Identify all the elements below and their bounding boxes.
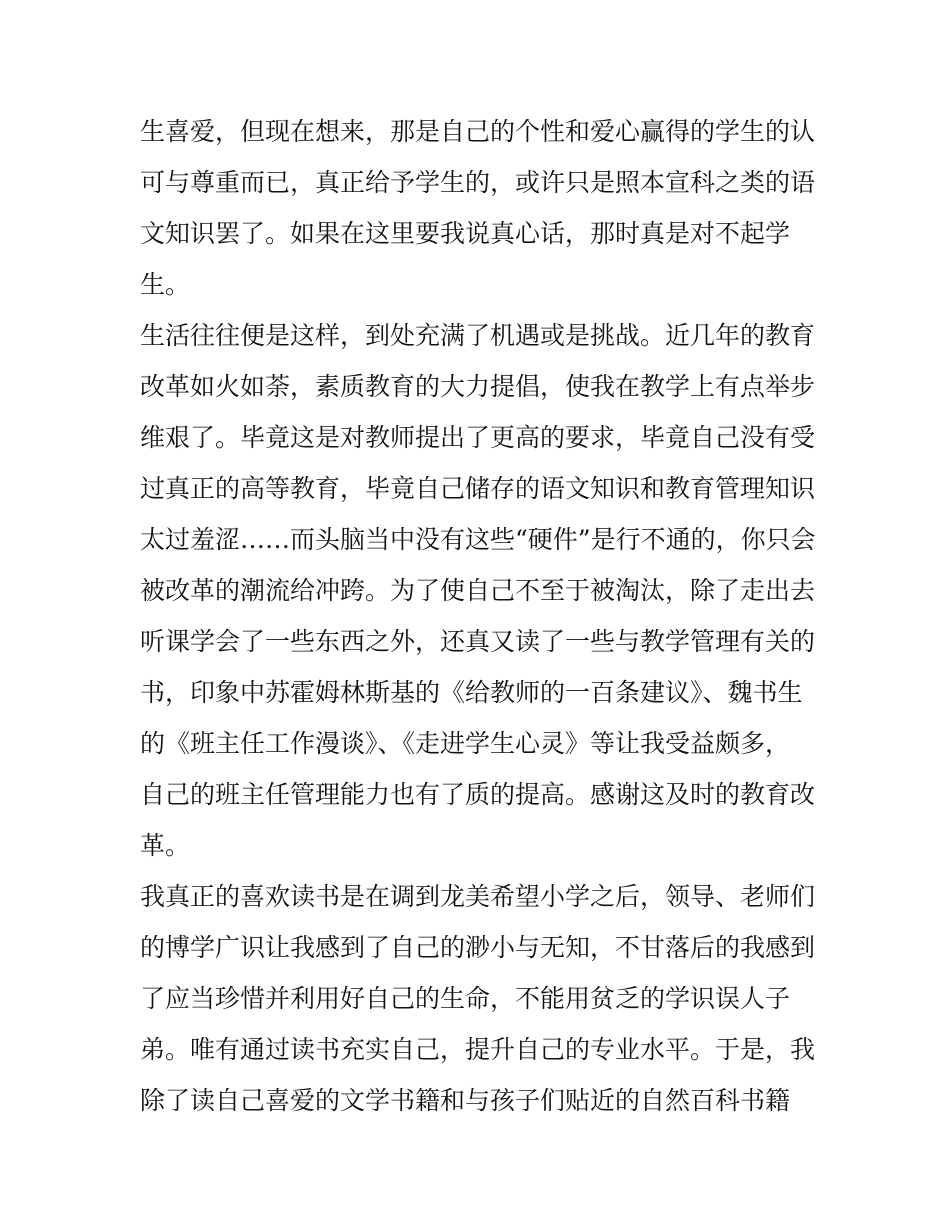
- text-line: 维艰了。毕竟这是对教师提出了更高的要求，毕竟自己没有受: [140, 423, 816, 452]
- text-line: 革。: [140, 831, 191, 860]
- text-line: 我真正的喜欢读书是在调到龙美希望小学之后，领导、老师们: [140, 882, 816, 911]
- text-line: 生喜爱，但现在想来，那是自己的个性和爱心赢得的学生的认: [140, 117, 816, 146]
- text-line: 生。: [140, 270, 191, 299]
- text-line: 生活往往便是这样，到处充满了机遇或是挑战。近几年的教育: [140, 321, 816, 350]
- text-line: 弟。唯有通过读书充实自己，提升自己的专业水平。于是，我: [140, 1035, 816, 1064]
- document-body: [140, 106, 820, 1126]
- text-line: 除了读自己喜爱的文学书籍和与孩子们贴近的自然百科书籍: [140, 1086, 791, 1115]
- text-line: 文知识罢了。如果在这里要我说真心话，那时真是对不起学: [140, 219, 791, 248]
- text-line: 自己的班主任管理能力也有了质的提高。感谢这及时的教育改: [140, 780, 816, 809]
- text-line: 被改革的潮流给冲跨。为了使自己不至于被淘汰，除了走出去: [140, 576, 816, 605]
- text-line: 可与尊重而已，真正给予学生的，或许只是照本宣科之类的语: [140, 168, 816, 197]
- text-line: 过真正的高等教育，毕竟自己储存的语文知识和教育管理知识: [140, 474, 816, 503]
- text-line: 听课学会了一些东西之外，还真又读了一些与教学管理有关的: [140, 627, 816, 656]
- text-line: 书，印象中苏霍姆林斯基的《给教师的一百条建议》、魏书生: [140, 678, 803, 707]
- text-line: 的博学广识让我感到了自己的渺小与无知，不甘落后的我感到: [140, 933, 816, 962]
- text-line: 了应当珍惜并利用好自己的生命，不能用贫乏的学识误人子: [140, 984, 791, 1013]
- text-line: 的《班主任工作漫谈》、《走进学生心灵》等让我受益颇多，: [140, 729, 791, 758]
- text-line: 太过羞涩……而头脑当中没有这些“硬件”是行不通的，你只会: [140, 525, 816, 554]
- text-line: 改革如火如荼，素质教育的大力提倡，使我在教学上有点举步: [140, 372, 816, 401]
